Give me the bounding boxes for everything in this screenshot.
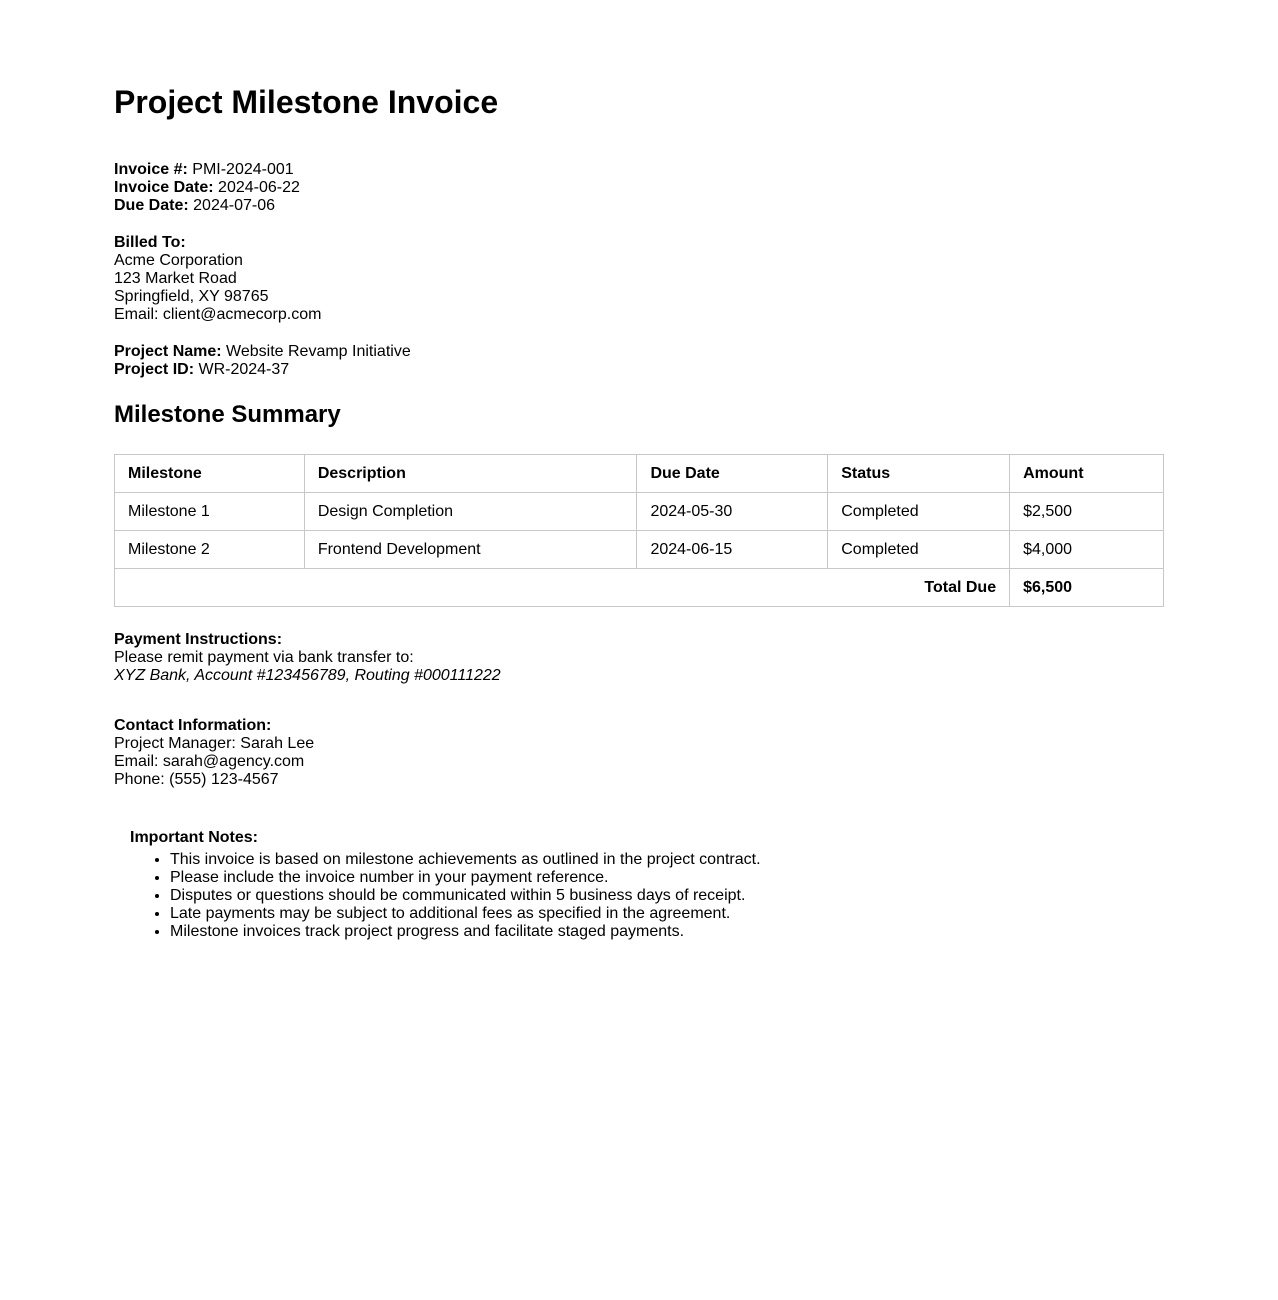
invoice-page — [114, 0, 1164, 941]
payment-bank-details: XYZ Bank, Account #123456789, Routing #000111222 — [114, 667, 501, 684]
invoice-date-label: Invoice Date: — [114, 179, 214, 196]
project-name-label: Project Name: — [114, 343, 222, 360]
list-item: • This invoice is based on milestone achievements as outlined in the project contract. — [170, 851, 1164, 869]
total-row — [115, 569, 1164, 607]
project-id: WR-2024-37 — [198, 361, 290, 378]
due-date-line — [114, 197, 1164, 215]
notes-label: Important Notes: — [130, 829, 258, 846]
invoice-date-line — [114, 179, 1164, 197]
cell-description: Frontend Development — [304, 531, 637, 569]
milestone-summary-heading: Milestone Summary — [114, 401, 341, 428]
important-notes — [130, 829, 1164, 941]
table-header-row — [115, 455, 1164, 493]
project-name: Website Revamp Initiative — [226, 343, 411, 360]
payment-instructions — [114, 631, 1164, 685]
col-header-status: Status — [828, 455, 1010, 493]
billed-company: Acme Corporation — [114, 252, 243, 269]
total-due-label: Total Due — [115, 569, 1010, 607]
cell-amount: $4,000 — [1010, 531, 1164, 569]
cell-status: Completed — [828, 531, 1010, 569]
billed-city: Springfield, XY 98765 — [114, 288, 269, 305]
notes-list — [130, 851, 1164, 941]
list-item: • Disputes or questions should be communicated within 5 business days of receipt. — [170, 887, 1164, 905]
invoice-number: PMI-2024-001 — [192, 161, 294, 178]
page-title: Project Milestone Invoice — [114, 84, 499, 120]
invoice-meta — [114, 161, 1164, 215]
billed-street: 123 Market Road — [114, 270, 237, 287]
cell-status: Completed — [828, 493, 1010, 531]
payment-line-1: Please remit payment via bank transfer to: — [114, 649, 414, 666]
billed-to-label: Billed To: — [114, 234, 186, 251]
due-date-label: Due Date: — [114, 197, 189, 214]
invoice-number-line — [114, 161, 1164, 179]
payment-label: Payment Instructions: — [114, 631, 283, 648]
contact-email: Email: sarah@agency.com — [114, 753, 305, 770]
list-item: • Please include the invoice number in your payment reference. — [170, 869, 1164, 887]
contact-manager: Project Manager: Sarah Lee — [114, 735, 315, 752]
project-id-line — [114, 361, 1164, 379]
list-item: • Late payments may be subject to additional fees as specified in the agreement. — [170, 905, 1164, 923]
col-header-due-date: Due Date — [637, 455, 828, 493]
cell-amount: $2,500 — [1010, 493, 1164, 531]
project-name-line — [114, 343, 1164, 361]
total-due-value: $6,500 — [1010, 569, 1164, 607]
table-row — [115, 531, 1164, 569]
invoice-date: 2024-06-22 — [218, 179, 300, 196]
due-date: 2024-07-06 — [193, 197, 275, 214]
col-header-description: Description — [304, 455, 637, 493]
project-info — [114, 343, 1164, 379]
milestone-table — [114, 454, 1164, 607]
invoice-number-label: Invoice #: — [114, 161, 188, 178]
table-row — [115, 493, 1164, 531]
col-header-amount: Amount — [1010, 455, 1164, 493]
list-item: • Milestone invoices track project progress and facilitate staged payments. — [170, 923, 1164, 941]
cell-due-date: 2024-06-15 — [637, 531, 828, 569]
billed-to — [114, 234, 1164, 324]
cell-due-date: 2024-05-30 — [637, 493, 828, 531]
contact-label: Contact Information: — [114, 717, 272, 734]
contact-information — [114, 717, 1164, 789]
cell-description: Design Completion — [304, 493, 637, 531]
project-id-label: Project ID: — [114, 361, 195, 378]
col-header-milestone: Milestone — [115, 455, 305, 493]
billed-email: Email: client@acmecorp.com — [114, 306, 322, 323]
contact-phone: Phone: (555) 123-4567 — [114, 771, 279, 788]
cell-milestone: Milestone 2 — [115, 531, 305, 569]
cell-milestone: Milestone 1 — [115, 493, 305, 531]
